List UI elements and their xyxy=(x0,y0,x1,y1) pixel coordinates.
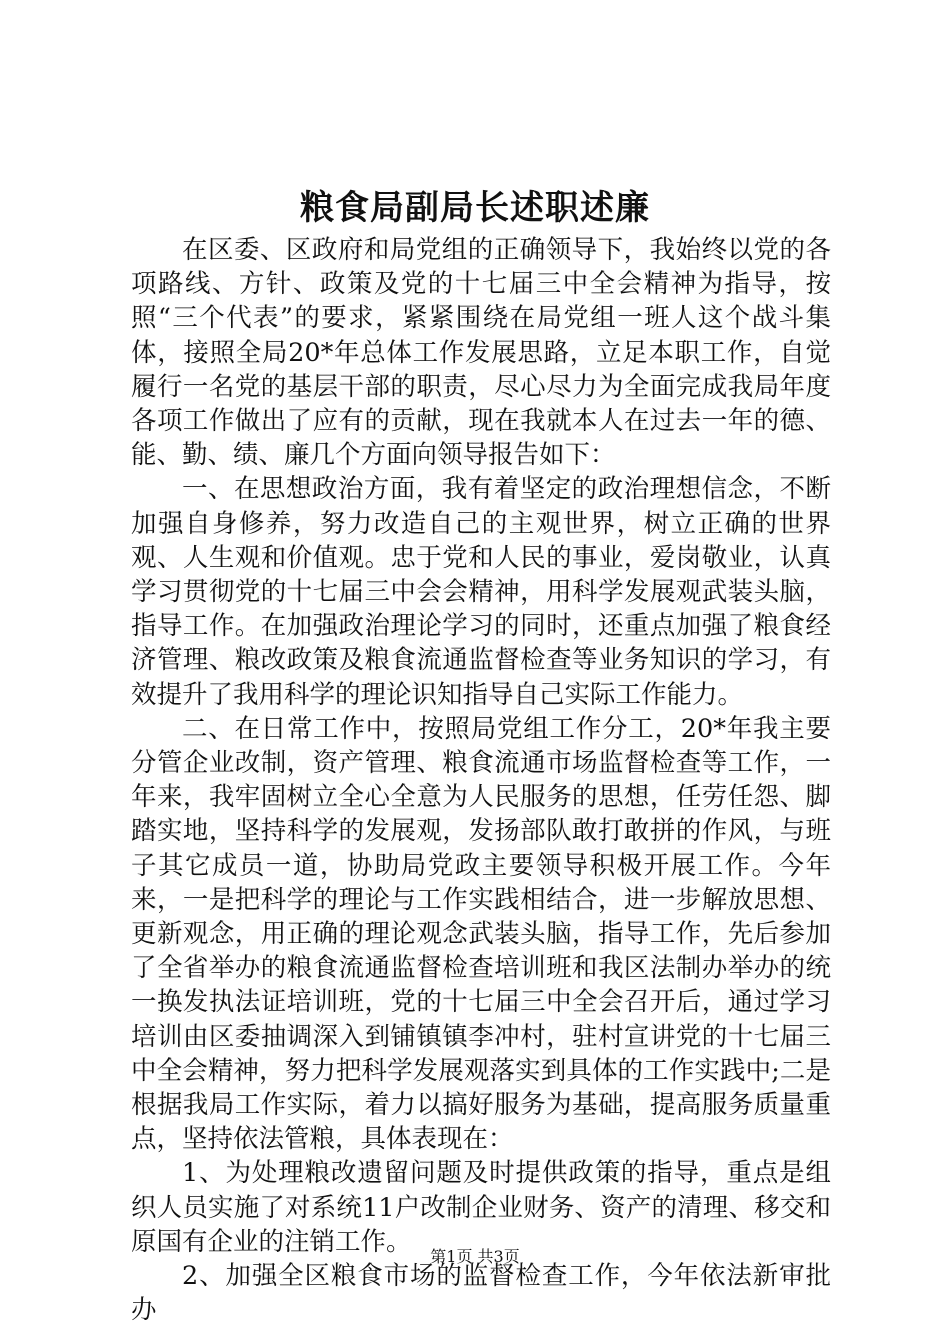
paragraph-item-1: 1、为处理粮改遗留问题及时提供政策的指导，重点是组织人员实施了对系统11户改制企业财务、资产的清理、移交和原国有企业的注销工作。 xyxy=(131,1158,831,1257)
document-body xyxy=(131,233,831,1328)
paragraph-intro: 在区委、区政府和局党组的正确领导下，我始终以党的各项路线、方针、政策及党的十七届三中全会精神为指导，按照“三个代表”的要求，紧紧围绕在局党组一班人这个战斗集体，接照全局20*年总体工作发展思路，立足本职工作，自觉履行一名党的基层干部的职责，尽心尽力为全面完成我局年度各项工作做出了应有的贡献，现在我就本人在过去一年的德、能、勤、绩、廉几个方面向领导报告如下： xyxy=(131,235,831,471)
paragraph-political: 一、在思想政治方面，我有着坚定的政治理想信念，不断加强自身修养，努力改造自己的主观世界，树立正确的世界观、人生观和价值观。忠于党和人民的事业，爱岗敬业，认真学习贯彻党的十七届三中会会精神，用科学发展观武装头脑，指导工作。在加强政治理论学习的同时，还重点加强了粮食经济管理、粮改政策及粮食流通监督检查等业务知识的学习，有效提升了我用科学的理论识知指导自己实际工作能力。 xyxy=(131,474,831,710)
paragraph-item-2: 2、加强全区粮食市场的监督检查工作，今年依法新审批办 xyxy=(131,1261,831,1326)
paragraph-daily-work: 二、在日常工作中，按照局党组工作分工，20*年我主要分管企业改制，资产管理、粮食流通市场监督检查等工作，一年来，我牢固树立全心全意为人民服务的思想，任劳任怨、脚踏实地，坚持科学的发展观，发扬部队敢打敢拼的作风，与班子其它成员一道，协助局党政主要领导积极开展工作。今年来，一是把科学的理论与工作实践相结合，进一步解放思想、更新观念，用正确的理论观念武装头脑，指导工作，先后参加了全省举办的粮食流通监督检查培训班和我区法制办举办的统一换发执法证培训班，党的十七届三中全会召开后，通过学习培训由区委抽调深入到铺镇镇李冲村，驻村宣讲党的十七届三中全会精神，努力把科学发展观落实到具体的工作实践中;二是根据我局工作实际，着力以搞好服务为基础，提高服务质量重点，坚持依法管粮，具体表现在： xyxy=(131,713,831,1155)
document-title: 粮食局副局长述职述廉 xyxy=(300,188,650,228)
page-footer: 第1页 共3页 xyxy=(430,1247,520,1266)
